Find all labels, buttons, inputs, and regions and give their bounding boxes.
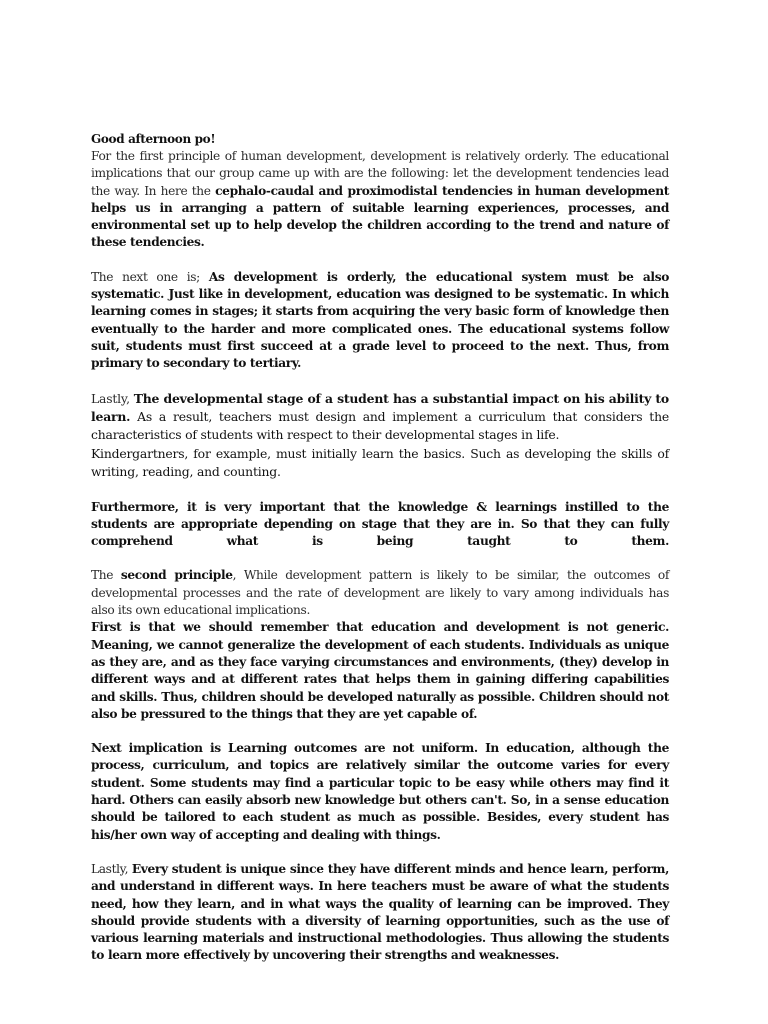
paragraph-text: Next implication is (91, 741, 229, 756)
paragraph-text: The next one is; (91, 269, 209, 284)
paragraph-text: Lastly, (91, 390, 134, 406)
paragraph-text: For the first principle of human development, development is relatively orderly. The educational implications that our group came up with are the following: let the development tendencies lead the way. In here the (91, 149, 669, 198)
document-body (91, 131, 669, 965)
paragraph-systematic (91, 269, 669, 373)
paragraph-every-student-unique (91, 861, 669, 965)
paragraph-emphasis: cephalo-caudal and proximodistal tendencies in human development helps us in arranging a pattern of suitable learning experiences, processes, and environmental set up to help develop the children according to the trend and nature of these tendencies. (91, 183, 669, 250)
paragraph-developmental-stage (91, 390, 669, 445)
paragraph-text: Meaning, we cannot generalize the development of each students. Individuals as unique as they are, and as they face varying circumstances and environments, (they) develop in different ways and at different rates that helps them in gaining differing capabilities and skills. Thus, children should be developed naturally as possible. Children should not also be pressured to the things that they are yet capable of. (91, 637, 669, 721)
paragraph-emphasis: Every student is unique since they have different minds and hence learn, perform, and understand in different ways. (91, 861, 669, 894)
greeting: Good afternoon po! (91, 132, 216, 146)
paragraph-emphasis: As development is orderly, the educational system must be also systematic. (91, 269, 669, 302)
paragraph-emphasis: education and development is not generic. (370, 620, 669, 635)
paragraph-furthermore: Furthermore, it is very important that the knowledge & learnings instilled to the students are appropriate depending on stage that they are in. So that they can fully comprehend what is being taught to them. (91, 499, 669, 549)
paragraph-text: The (91, 568, 121, 583)
paragraph-emphasis: second principle (120, 568, 233, 583)
paragraph-text: As a result, teachers must design and implement a curriculum that considers the characteristics of students with respect to their developmental stages in life. (91, 408, 669, 443)
paragraph-text: Lastly, (91, 861, 132, 876)
paragraph-kindergartners: Kindergartners, for example, must initially learn the basics. Such as developing the skills of writing, reading, and counting. (91, 445, 669, 480)
paragraph-second-principle (91, 567, 669, 619)
paragraph-emphasis: The developmental stage of a student has a substantial impact on his ability to learn. (91, 390, 669, 424)
paragraph-first-principle (91, 148, 669, 252)
paragraph-text: , While development pattern is likely to be similar, the outcomes of developmental processes and the rate of development are likely to vary among individuals has also its own educational implications. (91, 568, 669, 618)
paragraph-not-uniform (91, 740, 669, 844)
paragraph-text: In education, although the process, curriculum, and topics are relatively similar the outcome varies for every student. Some students may find a particular topic to be easy while others may find it hard. Others can easily absorb new knowledge but others can't. So, in a sense education should be tailored to each student as much as possible. Besides, every student has his/her own way of accepting and dealing with things. (91, 741, 669, 842)
paragraph-emphasis: Learning outcomes are not uniform. (228, 741, 478, 756)
paragraph-text: Just like in development, education was designed to be systematic. In which learning comes in stages; it starts from acquiring the very basic form of knowledge then eventually to the harder and more complicated ones. The educational systems follow suit, students must first succeed at a grade level to proceed to the next. Thus, from primary to secondary to tertiary. (91, 287, 669, 371)
paragraph-text: In here teachers must be aware of what the students need, how they learn, and in what ways the quality of learning can be improved. They should provide students with a diversity of learning opportunities, such as the use of various learning materials and instructional methodologies. Thus allowing the students to learn more effectively by uncovering their strengths and weaknesses. (91, 879, 670, 963)
paragraph-text: First is that we should remember that (91, 620, 371, 635)
paragraph-not-generic (91, 619, 669, 723)
